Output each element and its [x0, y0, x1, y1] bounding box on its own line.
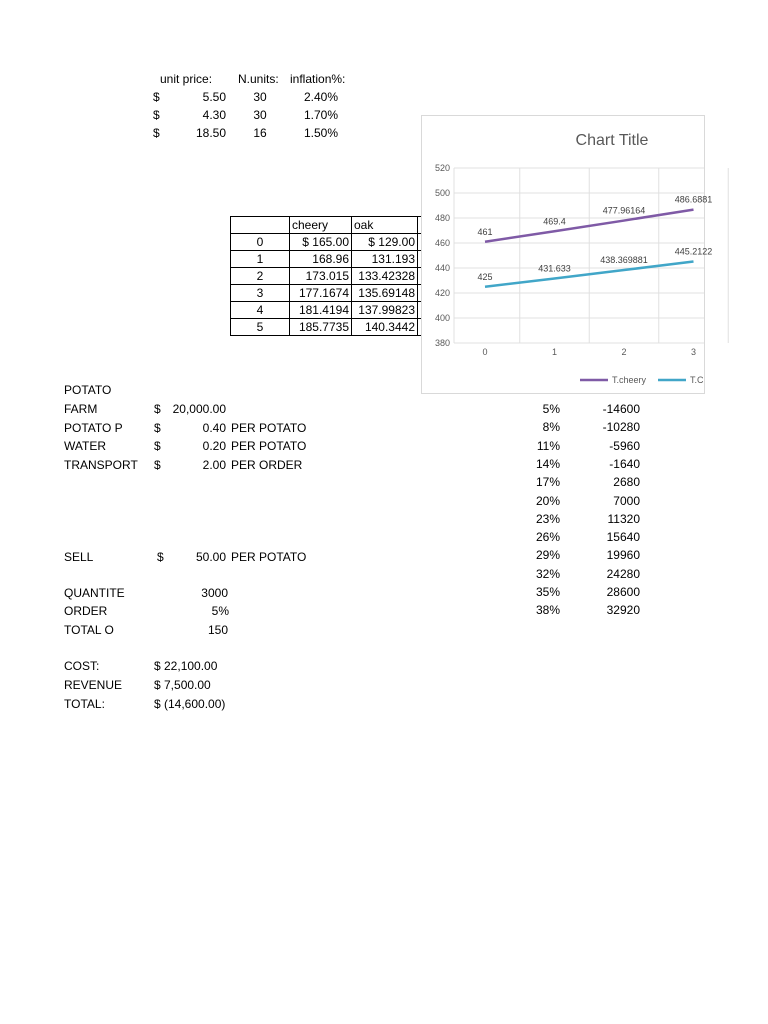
sell-unit: PER POTATO [231, 550, 307, 564]
potato-item-currency: $ [154, 420, 161, 435]
chart-svg [422, 116, 713, 393]
total-o-value: 150 [207, 623, 228, 637]
sensitivity-pct[interactable]: 29% [535, 548, 560, 563]
year-cell[interactable]: 1 [231, 251, 290, 268]
quantite-value: 3000 [201, 586, 228, 600]
total-value: $ (14,600.00) [154, 697, 226, 711]
line-chart[interactable] [421, 115, 713, 394]
year-cell[interactable]: 4 [231, 302, 290, 319]
potato-item-unit: PER POTATO [231, 439, 307, 453]
chart-title: Chart Title [575, 132, 649, 149]
sensitivity-value[interactable]: 19960 [606, 548, 640, 563]
data-label: 425 [477, 271, 493, 282]
cheery-cell[interactable]: 177.1674 [290, 285, 352, 302]
y-tick-label: 380 [434, 338, 450, 348]
sensitivity-pct[interactable]: 23% [535, 511, 560, 526]
unit-price-cell[interactable]: 5.50 [202, 90, 226, 104]
sensitivity-value[interactable]: 2680 [613, 475, 640, 490]
sensitivity-value[interactable]: 7000 [613, 493, 640, 508]
sensitivity-value[interactable]: 24280 [606, 566, 640, 581]
revenue-value: $ 7,500.00 [154, 678, 211, 692]
price-currency: $ [153, 126, 160, 140]
sensitivity-pct[interactable]: 17% [535, 475, 560, 490]
potato-item-currency: $ [154, 402, 161, 416]
sensitivity-value[interactable]: 28600 [606, 585, 640, 599]
sensitivity-value[interactable]: -5960 [609, 438, 640, 453]
n-units-cell[interactable]: 30 [253, 90, 267, 104]
inflation-cell[interactable]: 1.50% [303, 126, 339, 140]
n-units-cell[interactable]: 30 [253, 108, 267, 122]
unit-price-cell[interactable]: 18.50 [195, 126, 226, 140]
table-row [231, 251, 426, 268]
x-tick-label: 0 [482, 347, 488, 357]
potato-item-label: FARM [64, 402, 98, 416]
oak-cell[interactable]: $ 129.00 [352, 234, 418, 251]
potato-item-unit: PER POTATO [231, 420, 307, 435]
legend-label: T.cheery [612, 375, 647, 385]
sensitivity-value[interactable]: -10280 [602, 420, 640, 435]
sensitivity-value[interactable]: 11320 [607, 511, 640, 526]
x-tick-label: 3 [690, 347, 697, 357]
year-cell[interactable]: 5 [231, 319, 290, 336]
sensitivity-pct[interactable]: 32% [535, 566, 560, 581]
year-cell[interactable]: 3 [231, 285, 290, 302]
sensitivity-pct[interactable]: 35% [535, 585, 560, 599]
table-row [231, 319, 426, 336]
cheery-cell[interactable]: $ 165.00 [290, 234, 352, 251]
data-label: 469.4 [543, 216, 566, 227]
cost-value: $ 22,100.00 [154, 659, 218, 673]
x-tick-label: 1 [551, 347, 558, 357]
sensitivity-pct[interactable]: 8% [542, 420, 560, 435]
order-value: 5% [211, 604, 229, 618]
y-tick-label: 460 [434, 238, 450, 248]
sell-label: SELL [64, 550, 94, 564]
price-currency: $ [153, 90, 160, 104]
potato-item-value[interactable]: 20,000.00 [172, 402, 226, 416]
data-label: 477.96164 [602, 205, 646, 216]
cost-label: COST: [64, 659, 100, 673]
sensitivity-pct[interactable]: 26% [535, 530, 560, 545]
revenue-label: REVENUE [64, 678, 123, 692]
oak-cell[interactable]: 137.99823 [352, 302, 418, 319]
sensitivity-value[interactable]: 32920 [606, 603, 640, 618]
data-label: 486.6881 [674, 194, 713, 205]
price-currency: $ [153, 108, 160, 122]
year-cell[interactable]: 0 [231, 234, 290, 251]
sensitivity-value[interactable]: -1640 [609, 456, 640, 471]
sensitivity-pct[interactable]: 14% [535, 456, 560, 471]
potato-item-value[interactable]: 2.00 [202, 457, 226, 472]
table-header-cell[interactable]: oak [352, 217, 418, 234]
y-tick-label: 440 [434, 263, 450, 273]
total-label: TOTAL: [64, 697, 105, 711]
order-label: ORDER [64, 604, 108, 618]
quantite-label: QUANTITE [64, 586, 125, 600]
oak-cell[interactable]: 140.3442 [352, 319, 418, 336]
potato-item-currency: $ [154, 457, 161, 472]
table-header-cell[interactable] [231, 217, 290, 234]
table-header-cell[interactable]: cheery [290, 217, 352, 234]
unit-price-cell[interactable]: 4.30 [202, 108, 226, 122]
potato-item-unit: PER ORDER [231, 457, 303, 472]
oak-cell[interactable]: 131.193 [352, 251, 418, 268]
y-tick-label: 400 [434, 313, 450, 323]
sell-currency: $ [157, 550, 164, 564]
oak-cell[interactable]: 135.69148 [352, 285, 418, 302]
table-header-row [231, 217, 426, 234]
potato-item-label: POTATO P [64, 420, 123, 435]
cheery-cell[interactable]: 181.4194 [290, 302, 352, 319]
header-inflation: inflation%: [290, 72, 346, 86]
y-tick-label: 500 [434, 188, 450, 198]
x-tick-label: 2 [621, 347, 627, 357]
sell-value: 50.00 [195, 550, 226, 564]
table-row [231, 234, 426, 251]
cheery-cell[interactable]: 185.7735 [290, 319, 352, 336]
potato-item-value[interactable]: 0.20 [202, 439, 226, 453]
potato-item-label: WATER [64, 439, 106, 453]
y-tick-label: 420 [434, 288, 450, 298]
data-label: 431.633 [538, 263, 571, 274]
potato-item-label: TRANSPORT [64, 457, 138, 472]
year-cell[interactable]: 2 [231, 268, 290, 285]
data-label: 461 [477, 226, 493, 237]
sensitivity-pct[interactable]: 5% [542, 402, 560, 416]
cheery-cell[interactable]: 168.96 [290, 251, 352, 268]
table-row [231, 285, 426, 302]
inflation-table [230, 216, 426, 336]
data-label: 445.2122 [674, 246, 713, 257]
sensitivity-pct[interactable]: 38% [535, 603, 560, 618]
header-unit-price: unit price: [160, 72, 213, 86]
table-row [231, 302, 426, 319]
sensitivity-value[interactable]: -14600 [602, 402, 640, 416]
potato-item-currency: $ [154, 439, 161, 453]
potato-title: POTATO [64, 383, 112, 397]
inflation-cell[interactable]: 1.70% [303, 108, 339, 122]
y-tick-label: 480 [434, 213, 450, 223]
oak-cell[interactable]: 133.42328 [352, 268, 418, 285]
sensitivity-pct[interactable]: 11% [536, 438, 560, 453]
n-units-cell[interactable]: 16 [253, 126, 267, 140]
sensitivity-pct[interactable]: 20% [535, 493, 560, 508]
data-label: 438.369881 [600, 255, 648, 266]
y-tick-label: 520 [434, 163, 450, 173]
legend-label: T.C [690, 375, 704, 385]
total-o-label: TOTAL O [64, 623, 114, 637]
sensitivity-value[interactable]: 15640 [606, 530, 640, 545]
cheery-cell[interactable]: 173.015 [290, 268, 352, 285]
potato-item-value[interactable]: 0.40 [202, 420, 226, 435]
header-n-units: N.units: [238, 72, 279, 86]
table-row [231, 268, 426, 285]
inflation-cell[interactable]: 2.40% [303, 90, 339, 104]
